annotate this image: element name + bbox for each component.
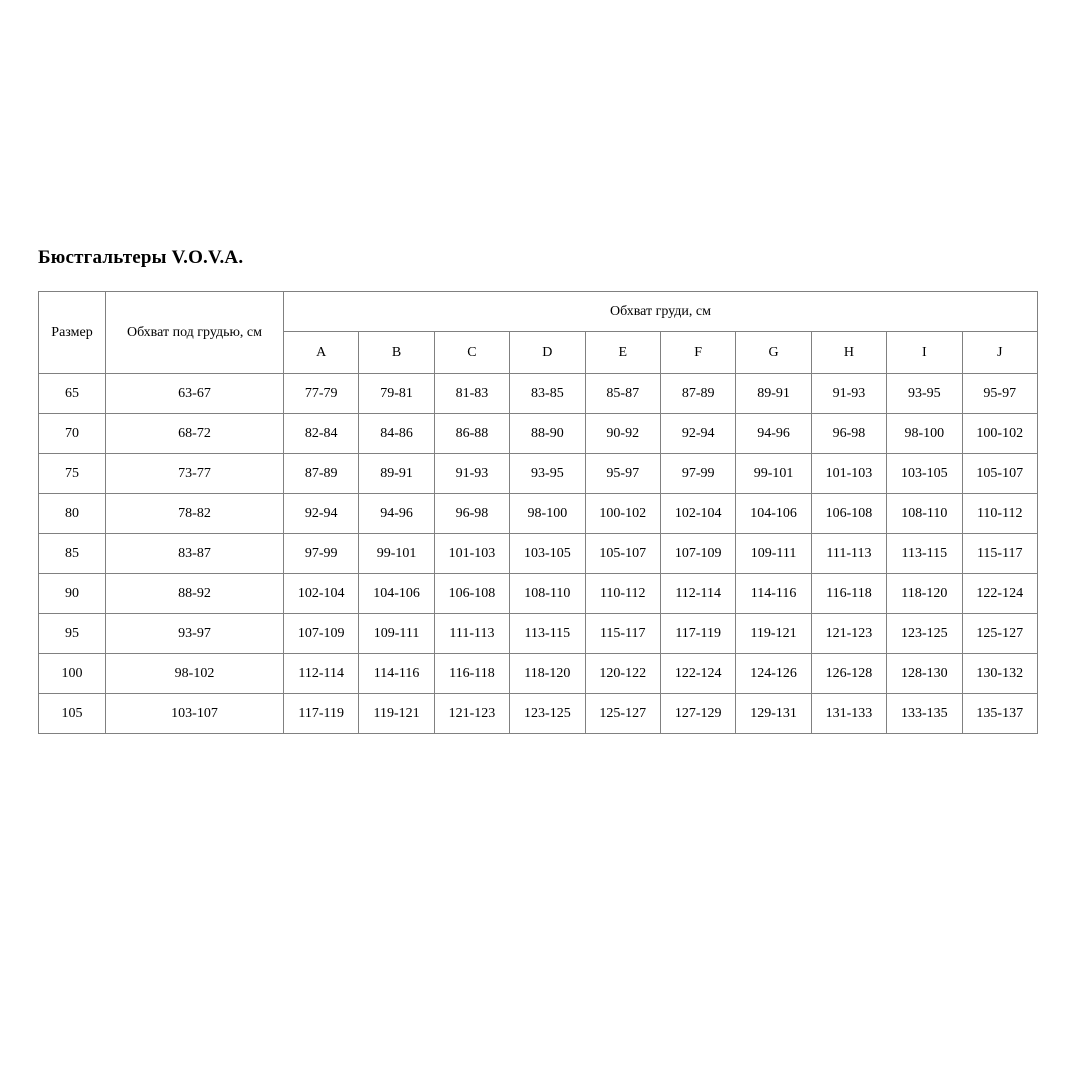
cell-cup-B: 114-116: [359, 654, 434, 694]
cell-cup-I: 93-95: [887, 374, 962, 414]
cell-cup-C: 91-93: [434, 454, 509, 494]
cell-cup-A: 77-79: [284, 374, 359, 414]
cell-cup-G: 129-131: [736, 694, 811, 734]
cell-cup-A: 112-114: [284, 654, 359, 694]
header-cup-I: I: [887, 332, 962, 374]
cell-cup-D: 118-120: [510, 654, 585, 694]
cell-cup-F: 97-99: [660, 454, 735, 494]
cell-cup-H: 126-128: [811, 654, 886, 694]
cell-size: 90: [39, 574, 106, 614]
cell-underbust: 68-72: [106, 414, 284, 454]
cell-size: 70: [39, 414, 106, 454]
header-cup-A: A: [284, 332, 359, 374]
cell-cup-B: 99-101: [359, 534, 434, 574]
cell-cup-A: 82-84: [284, 414, 359, 454]
header-cup-B: B: [359, 332, 434, 374]
cell-size: 95: [39, 614, 106, 654]
cell-cup-E: 105-107: [585, 534, 660, 574]
cell-cup-C: 111-113: [434, 614, 509, 654]
cell-cup-J: 115-117: [962, 534, 1037, 574]
cell-cup-H: 131-133: [811, 694, 886, 734]
table-row: [39, 454, 1038, 494]
table-row: [39, 414, 1038, 454]
header-row-top: [39, 292, 1038, 332]
header-cup-J: J: [962, 332, 1037, 374]
cell-cup-H: 101-103: [811, 454, 886, 494]
cell-cup-D: 98-100: [510, 494, 585, 534]
cell-cup-B: 109-111: [359, 614, 434, 654]
cell-cup-E: 110-112: [585, 574, 660, 614]
header-cup-E: E: [585, 332, 660, 374]
table-row: [39, 614, 1038, 654]
cell-size: 100: [39, 654, 106, 694]
page-title: Бюстгальтеры V.O.V.A.: [38, 247, 244, 268]
cell-cup-E: 90-92: [585, 414, 660, 454]
cell-cup-I: 133-135: [887, 694, 962, 734]
cell-cup-A: 102-104: [284, 574, 359, 614]
cell-cup-E: 115-117: [585, 614, 660, 654]
cell-cup-B: 104-106: [359, 574, 434, 614]
cell-cup-H: 106-108: [811, 494, 886, 534]
cell-cup-J: 110-112: [962, 494, 1037, 534]
cell-cup-F: 122-124: [660, 654, 735, 694]
cell-cup-E: 125-127: [585, 694, 660, 734]
cell-cup-F: 102-104: [660, 494, 735, 534]
cell-cup-D: 103-105: [510, 534, 585, 574]
cell-cup-I: 98-100: [887, 414, 962, 454]
cell-cup-H: 111-113: [811, 534, 886, 574]
cell-underbust: 103-107: [106, 694, 284, 734]
cell-cup-H: 91-93: [811, 374, 886, 414]
cell-cup-G: 124-126: [736, 654, 811, 694]
cell-cup-B: 84-86: [359, 414, 434, 454]
cell-cup-F: 127-129: [660, 694, 735, 734]
cell-cup-B: 119-121: [359, 694, 434, 734]
cell-cup-G: 89-91: [736, 374, 811, 414]
cell-cup-I: 118-120: [887, 574, 962, 614]
header-cup-C: C: [434, 332, 509, 374]
cell-cup-I: 128-130: [887, 654, 962, 694]
cell-cup-A: 97-99: [284, 534, 359, 574]
cell-size: 85: [39, 534, 106, 574]
cell-cup-E: 85-87: [585, 374, 660, 414]
cell-cup-F: 107-109: [660, 534, 735, 574]
table-row: [39, 374, 1038, 414]
cell-underbust: 98-102: [106, 654, 284, 694]
cell-cup-B: 89-91: [359, 454, 434, 494]
cell-cup-I: 108-110: [887, 494, 962, 534]
cell-cup-G: 114-116: [736, 574, 811, 614]
cell-cup-E: 100-102: [585, 494, 660, 534]
cell-cup-E: 120-122: [585, 654, 660, 694]
table-row: [39, 494, 1038, 534]
size-chart-table: [38, 291, 1038, 734]
cell-cup-A: 117-119: [284, 694, 359, 734]
cell-cup-J: 105-107: [962, 454, 1037, 494]
cell-cup-A: 92-94: [284, 494, 359, 534]
cell-cup-D: 113-115: [510, 614, 585, 654]
header-size: Размер: [39, 292, 106, 374]
cell-cup-H: 96-98: [811, 414, 886, 454]
cell-cup-C: 101-103: [434, 534, 509, 574]
table-row: [39, 694, 1038, 734]
cell-cup-G: 99-101: [736, 454, 811, 494]
cell-cup-G: 109-111: [736, 534, 811, 574]
cell-cup-C: 121-123: [434, 694, 509, 734]
cell-cup-J: 100-102: [962, 414, 1037, 454]
cell-cup-I: 113-115: [887, 534, 962, 574]
cell-underbust: 88-92: [106, 574, 284, 614]
cell-cup-C: 106-108: [434, 574, 509, 614]
cell-cup-C: 116-118: [434, 654, 509, 694]
cell-cup-G: 119-121: [736, 614, 811, 654]
cell-cup-B: 79-81: [359, 374, 434, 414]
table-row: [39, 574, 1038, 614]
cell-cup-D: 108-110: [510, 574, 585, 614]
cell-cup-F: 87-89: [660, 374, 735, 414]
cell-cup-A: 107-109: [284, 614, 359, 654]
cell-underbust: 93-97: [106, 614, 284, 654]
cell-cup-B: 94-96: [359, 494, 434, 534]
cell-cup-D: 83-85: [510, 374, 585, 414]
cell-cup-E: 95-97: [585, 454, 660, 494]
cell-cup-H: 121-123: [811, 614, 886, 654]
cell-cup-D: 93-95: [510, 454, 585, 494]
cell-cup-J: 135-137: [962, 694, 1037, 734]
cell-cup-I: 123-125: [887, 614, 962, 654]
cell-size: 105: [39, 694, 106, 734]
cell-size: 65: [39, 374, 106, 414]
header-bust: Обхват груди, см: [284, 292, 1038, 332]
cell-underbust: 63-67: [106, 374, 284, 414]
cell-size: 75: [39, 454, 106, 494]
cell-cup-F: 117-119: [660, 614, 735, 654]
table-row: [39, 534, 1038, 574]
table-row: [39, 654, 1038, 694]
cell-cup-J: 125-127: [962, 614, 1037, 654]
cell-underbust: 83-87: [106, 534, 284, 574]
cell-cup-D: 88-90: [510, 414, 585, 454]
header-cup-G: G: [736, 332, 811, 374]
cell-cup-J: 122-124: [962, 574, 1037, 614]
cell-underbust: 73-77: [106, 454, 284, 494]
size-chart-body: [39, 374, 1038, 734]
cell-cup-A: 87-89: [284, 454, 359, 494]
cell-cup-H: 116-118: [811, 574, 886, 614]
cell-cup-C: 86-88: [434, 414, 509, 454]
header-underbust: Обхват под грудью, см: [106, 292, 284, 374]
cell-cup-I: 103-105: [887, 454, 962, 494]
cell-cup-J: 95-97: [962, 374, 1037, 414]
size-chart-header: [39, 292, 1038, 374]
cell-cup-C: 96-98: [434, 494, 509, 534]
header-cup-F: F: [660, 332, 735, 374]
cell-cup-F: 112-114: [660, 574, 735, 614]
cell-underbust: 78-82: [106, 494, 284, 534]
header-cup-H: H: [811, 332, 886, 374]
cell-size: 80: [39, 494, 106, 534]
cell-cup-J: 130-132: [962, 654, 1037, 694]
cell-cup-C: 81-83: [434, 374, 509, 414]
cell-cup-G: 94-96: [736, 414, 811, 454]
cell-cup-F: 92-94: [660, 414, 735, 454]
cell-cup-G: 104-106: [736, 494, 811, 534]
cell-cup-D: 123-125: [510, 694, 585, 734]
header-cup-D: D: [510, 332, 585, 374]
